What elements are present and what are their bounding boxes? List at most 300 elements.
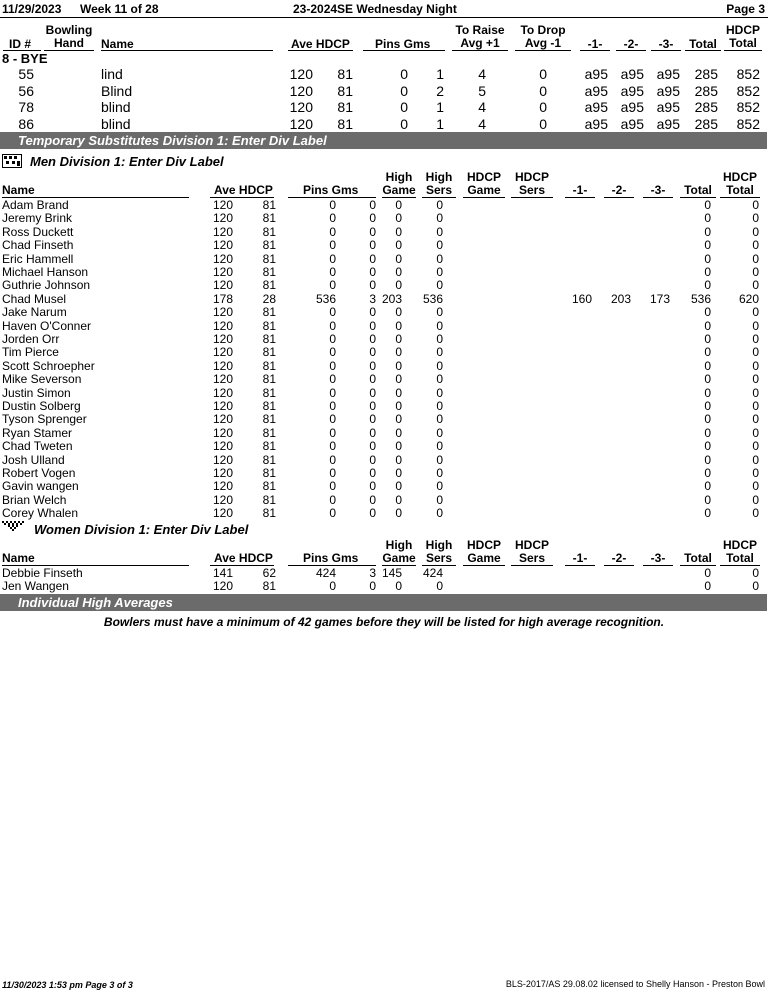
cell-hg: 0 — [395, 372, 402, 387]
bye-cell-total: 285 — [694, 115, 718, 132]
column-underline — [511, 565, 553, 566]
col-game3: -3- — [650, 551, 666, 565]
cell-name: Jeremy Brink — [2, 211, 73, 226]
col-high-game: Game — [382, 183, 416, 197]
men-row — [0, 320, 768, 334]
col-high-game: Game — [382, 551, 416, 565]
men-row — [0, 387, 768, 401]
cell-pins: 0 — [329, 425, 336, 440]
cell-total: 0 — [704, 425, 711, 440]
cell-gms: 3 — [369, 566, 376, 580]
cell-name: Haven O'Conner — [2, 318, 92, 333]
cell-hs: 0 — [436, 492, 443, 507]
bye-cell-total: 285 — [694, 99, 718, 115]
bye-cell-g2: a95 — [620, 82, 644, 99]
bye-row — [0, 66, 768, 82]
cell-total: 0 — [704, 332, 711, 346]
cell-hg: 0 — [395, 318, 402, 333]
cell-hg: 0 — [395, 385, 402, 400]
col-game2: -2- — [611, 551, 627, 565]
bye-cell-gms: 1 — [436, 99, 444, 115]
week-label: Week 11 of 28 — [80, 2, 159, 16]
bye-cell-g2: a95 — [620, 99, 644, 115]
col-ave-hdcp: Ave HDCP — [214, 551, 273, 565]
cell-name: Debbie Finseth — [2, 566, 83, 580]
cell-pins: 0 — [329, 466, 336, 480]
cell-ave: 120 — [213, 211, 234, 226]
cell-total: 0 — [704, 318, 711, 333]
col-hdcp-game: Game — [467, 183, 501, 197]
bye-cell-raise: 4 — [478, 115, 486, 132]
high-average-note: Bowlers must have a minimum of 42 games before they will be listed for high average recognition. — [103, 615, 665, 629]
cell-name: Mike Severson — [2, 372, 82, 387]
cell-gms: 0 — [369, 492, 376, 507]
cell-ave: 120 — [213, 265, 234, 279]
cell-pins: 0 — [329, 358, 336, 373]
col-high-sers-top: High — [425, 538, 453, 552]
bye-cell-raise: 5 — [478, 82, 486, 99]
column-underline — [511, 197, 553, 198]
cell-hdcp: 81 — [262, 452, 276, 467]
women-row — [0, 580, 768, 594]
cell-ave: 120 — [213, 579, 234, 594]
column-underline — [565, 197, 595, 198]
cell-hg: 0 — [395, 198, 402, 212]
cell-hdcp: 81 — [262, 238, 276, 253]
bye-cell-g3: a95 — [656, 99, 680, 115]
cell-name: Adam Brand — [2, 198, 69, 212]
men-row — [0, 306, 768, 320]
bye-cell-ave: 120 — [289, 99, 313, 115]
cell-gms: 0 — [369, 318, 376, 333]
col-high-sers: Sers — [425, 551, 453, 565]
cell-hdcp-total: 0 — [752, 425, 759, 440]
cell-hdcp-total: 0 — [752, 399, 759, 413]
cell-pins: 0 — [329, 579, 336, 594]
cell-hdcp: 81 — [262, 372, 276, 387]
bye-cell-id: 55 — [18, 66, 34, 82]
cell-pins: 0 — [329, 265, 336, 279]
bye-cell-gms: 1 — [436, 66, 444, 82]
cell-hdcp: 81 — [262, 579, 276, 594]
bye-cell-ave: 120 — [289, 82, 313, 99]
cell-name: Ross Duckett — [2, 224, 74, 239]
cell-pins: 0 — [329, 452, 336, 467]
cell-hg: 0 — [395, 211, 402, 226]
column-underline — [565, 565, 595, 566]
page-number: Page 3 — [726, 2, 765, 16]
cell-total: 0 — [704, 305, 711, 320]
cell-gms: 0 — [369, 412, 376, 427]
cell-hdcp-total: 0 — [752, 466, 759, 480]
col-hdcp-game: Game — [467, 551, 501, 565]
cell-pins: 0 — [329, 224, 336, 239]
cell-pins: 424 — [315, 566, 336, 580]
cell-hdcp: 81 — [262, 506, 276, 521]
cell-total: 0 — [704, 358, 711, 373]
cell-hdcp: 81 — [262, 251, 276, 266]
bye-cell-hdcp-total: 852 — [736, 115, 760, 132]
men-row — [0, 480, 768, 494]
cell-total: 0 — [704, 452, 711, 467]
cell-name: Michael Hanson — [2, 265, 89, 279]
cell-gms: 0 — [369, 305, 376, 320]
cell-hs: 0 — [436, 412, 443, 427]
cell-hdcp: 62 — [262, 566, 276, 580]
cell-ave: 120 — [213, 251, 234, 266]
col-hdcp-total: Total — [726, 183, 754, 197]
bye-team-label: 8 - BYE — [2, 51, 48, 66]
cell-hdcp-total: 0 — [752, 224, 759, 239]
cell-hg: 0 — [395, 265, 402, 279]
cell-ave: 120 — [213, 492, 234, 507]
cell-pins: 0 — [329, 305, 336, 320]
bye-cell-name: Blind — [101, 82, 133, 99]
cell-hs: 0 — [436, 332, 443, 346]
cell-ave: 178 — [213, 291, 234, 306]
cell-hs: 0 — [436, 265, 443, 279]
league-name: 23-2024SE Wednesday Night — [293, 2, 457, 16]
col-hdcp-total: Total — [729, 36, 757, 50]
cell-pins: 0 — [329, 372, 336, 387]
cell-hg: 0 — [395, 506, 402, 521]
bye-cell-name: lind — [101, 66, 123, 82]
cell-gms: 0 — [369, 278, 376, 293]
column-underline — [463, 197, 505, 198]
col-hdcp-game-top: HDCP — [466, 538, 501, 552]
cell-pins: 0 — [329, 399, 336, 413]
cell-hs: 0 — [436, 278, 443, 293]
cell-gms: 0 — [369, 385, 376, 400]
cell-hg: 203 — [381, 291, 402, 306]
men-row — [0, 454, 768, 468]
col-name: Name — [2, 551, 35, 565]
bye-cell-name: blind — [101, 115, 131, 132]
cell-hs: 0 — [436, 358, 443, 373]
cell-name: Justin Simon — [2, 385, 71, 400]
cell-hdcp-total: 0 — [752, 198, 759, 212]
cell-hdcp: 81 — [262, 439, 276, 454]
cell-pins: 0 — [329, 479, 336, 494]
footer-license: BLS-2017/AS 29.08.02 licensed to Shelly Hanson - Preston Bowl — [505, 979, 765, 989]
cell-hdcp: 81 — [262, 425, 276, 440]
cell-total: 0 — [704, 566, 711, 580]
cell-hg: 0 — [395, 399, 402, 413]
bye-cell-hdcp: 81 — [337, 115, 353, 132]
bye-cell-total: 285 — [694, 82, 718, 99]
cell-hs: 0 — [436, 345, 443, 360]
cell-total: 0 — [704, 211, 711, 226]
cell-hdcp: 81 — [262, 318, 276, 333]
men-row — [0, 400, 768, 414]
men-row — [0, 373, 768, 387]
col-hdcp: HDCP — [725, 23, 760, 37]
col-ave-hdcp: Ave HDCP — [291, 37, 350, 51]
men-row — [0, 360, 768, 374]
temporary-substitutes-band — [0, 132, 767, 149]
cell-hdcp-total: 0 — [752, 385, 759, 400]
cell-hs: 0 — [436, 305, 443, 320]
cell-gms: 0 — [369, 439, 376, 454]
cell-total: 0 — [704, 479, 711, 494]
cell-hs: 0 — [436, 452, 443, 467]
col-high-game-top: High — [385, 538, 413, 552]
cell-hdcp-total: 0 — [752, 211, 759, 226]
col-pins-gms: Pins Gms — [303, 183, 359, 197]
cell-hs: 0 — [436, 251, 443, 266]
cell-pins: 0 — [329, 492, 336, 507]
cell-hdcp-total: 0 — [752, 251, 759, 266]
cell-ave: 120 — [213, 425, 234, 440]
men-row — [0, 507, 768, 521]
cell-ave: 120 — [213, 466, 234, 480]
cell-hdcp-total: 0 — [752, 278, 759, 293]
cell-hdcp: 81 — [262, 345, 276, 360]
col-hand: Hand — [54, 36, 84, 50]
men-row — [0, 199, 768, 213]
cell-hdcp: 81 — [262, 412, 276, 427]
men-row — [0, 346, 768, 360]
cell-gms: 0 — [369, 479, 376, 494]
cell-hs: 0 — [436, 579, 443, 594]
cell-ave: 120 — [213, 452, 234, 467]
cell-gms: 0 — [369, 224, 376, 239]
men-row — [0, 467, 768, 481]
bye-cell-g3: a95 — [656, 66, 680, 82]
cell-hg: 0 — [395, 425, 402, 440]
cell-name: Eric Hammell — [2, 251, 74, 266]
cell-hdcp-total: 0 — [752, 439, 759, 454]
col-hdcp-sers-top: HDCP — [514, 170, 549, 184]
cell-name: Guthrie Johnson — [2, 278, 91, 293]
cell-hs: 0 — [436, 466, 443, 480]
cell-hdcp: 81 — [262, 332, 276, 346]
col-hdcp-top: HDCP — [722, 538, 757, 552]
cell-pins: 0 — [329, 238, 336, 253]
col-to-drop: To Drop — [520, 23, 566, 37]
cell-hg: 0 — [395, 278, 402, 293]
cell-gms: 0 — [369, 425, 376, 440]
cell-total: 0 — [704, 278, 711, 293]
cell-pins: 0 — [329, 506, 336, 521]
cell-hdcp: 81 — [262, 224, 276, 239]
cell-hdcp: 81 — [262, 358, 276, 373]
cell-name: Josh Ulland — [2, 452, 65, 467]
bye-cell-pins: 0 — [400, 66, 408, 82]
cell-hg: 0 — [395, 345, 402, 360]
bye-cell-g2: a95 — [620, 115, 644, 132]
cell-pins: 0 — [329, 278, 336, 293]
men-row — [0, 333, 768, 347]
bye-cell-raise: 4 — [478, 99, 486, 115]
col-hdcp-top: HDCP — [722, 170, 757, 184]
men-row — [0, 413, 768, 427]
cell-pins: 0 — [329, 439, 336, 454]
col-avg-plus: Avg +1 — [460, 36, 500, 50]
cell-hs: 0 — [436, 198, 443, 212]
bye-cell-hdcp: 81 — [337, 66, 353, 82]
cell-ave: 120 — [213, 385, 234, 400]
men-row — [0, 253, 768, 267]
bye-cell-ave: 120 — [289, 115, 313, 132]
cell-name: Dustin Solberg — [2, 399, 81, 413]
column-underline — [604, 565, 634, 566]
cell-gms: 0 — [369, 452, 376, 467]
men-row — [0, 440, 768, 454]
bye-cell-ave: 120 — [289, 66, 313, 82]
cell-hg: 0 — [395, 492, 402, 507]
bye-cell-drop: 0 — [539, 115, 547, 132]
cell-ave: 120 — [213, 399, 234, 413]
men-row — [0, 494, 768, 508]
col-hdcp-sers-top: HDCP — [514, 538, 549, 552]
cell-hg: 0 — [395, 579, 402, 594]
bye-cell-hdcp-total: 852 — [736, 99, 760, 115]
cell-total: 0 — [704, 439, 711, 454]
col-ave-hdcp: Ave HDCP — [214, 183, 273, 197]
cell-gms: 0 — [369, 506, 376, 521]
cell-total: 0 — [704, 265, 711, 279]
bye-cell-hdcp: 81 — [337, 99, 353, 115]
bye-cell-g2: a95 — [620, 66, 644, 82]
cell-pins: 0 — [329, 318, 336, 333]
cell-ave: 120 — [213, 318, 234, 333]
bye-cell-g1: a95 — [584, 99, 608, 115]
cell-hs: 0 — [436, 479, 443, 494]
cell-total: 0 — [704, 399, 711, 413]
cell-hs: 0 — [436, 399, 443, 413]
cell-total: 0 — [704, 579, 711, 594]
cell-name: Robert Vogen — [2, 466, 76, 480]
cell-total: 0 — [704, 345, 711, 360]
cell-hs: 0 — [436, 425, 443, 440]
cell-g3: 173 — [649, 291, 670, 306]
cell-pins: 536 — [315, 291, 336, 306]
cell-hdcp-total: 0 — [752, 318, 759, 333]
bowler-pins-icon — [2, 154, 22, 173]
cell-gms: 3 — [369, 291, 376, 306]
cell-gms: 0 — [369, 372, 376, 387]
cell-total: 536 — [690, 291, 711, 306]
individual-high-averages-band — [0, 594, 767, 611]
cell-name: Gavin wangen — [2, 479, 79, 494]
women-division-title: Women Division 1: Enter Div Label — [34, 522, 249, 537]
col-id: ID # — [9, 37, 32, 51]
bye-cell-id: 56 — [18, 82, 34, 99]
cell-hdcp: 81 — [262, 265, 276, 279]
cell-hdcp-total: 620 — [738, 291, 759, 306]
cell-ave: 120 — [213, 358, 234, 373]
cell-total: 0 — [704, 385, 711, 400]
cell-hdcp-total: 0 — [752, 412, 759, 427]
cell-pins: 0 — [329, 332, 336, 346]
cell-g1: 160 — [571, 291, 592, 306]
cell-hdcp-total: 0 — [752, 566, 759, 580]
col-pins-gms: Pins Gms — [375, 37, 431, 51]
cell-hdcp-total: 0 — [752, 579, 759, 594]
cell-g2: 203 — [610, 291, 631, 306]
col-total: Total — [689, 37, 717, 51]
cell-hdcp-total: 0 — [752, 332, 759, 346]
cell-name: Brian Welch — [2, 492, 67, 507]
cell-name: Jorden Orr — [2, 332, 60, 346]
col-game2: -2- — [623, 37, 639, 51]
bye-row — [0, 116, 768, 132]
col-name: Name — [2, 183, 35, 197]
cell-ave: 120 — [213, 224, 234, 239]
cell-gms: 0 — [369, 211, 376, 226]
cell-gms: 0 — [369, 399, 376, 413]
band-title-high: Individual High Averages — [18, 595, 173, 610]
cell-total: 0 — [704, 372, 711, 387]
cell-pins: 0 — [329, 251, 336, 266]
cell-hs: 0 — [436, 385, 443, 400]
cell-gms: 0 — [369, 198, 376, 212]
cell-pins: 0 — [329, 211, 336, 226]
cell-hg: 0 — [395, 452, 402, 467]
cell-total: 0 — [704, 412, 711, 427]
col-total: Total — [684, 183, 712, 197]
cell-hs: 536 — [422, 291, 443, 306]
men-row — [0, 212, 768, 226]
cell-ave: 120 — [213, 479, 234, 494]
cell-name: Jen Wangen — [2, 579, 69, 594]
bye-cell-hdcp: 81 — [337, 82, 353, 99]
cell-hdcp-total: 0 — [752, 238, 759, 253]
cell-total: 0 — [704, 466, 711, 480]
cell-ave: 141 — [213, 566, 234, 580]
cell-ave: 120 — [213, 412, 234, 427]
cell-hdcp-total: 0 — [752, 452, 759, 467]
cell-hs: 0 — [436, 224, 443, 239]
bye-cell-drop: 0 — [539, 66, 547, 82]
col-high-sers-top: High — [425, 170, 453, 184]
cell-hdcp-total: 0 — [752, 305, 759, 320]
cell-total: 0 — [704, 492, 711, 507]
cell-pins: 0 — [329, 198, 336, 212]
cell-hg: 0 — [395, 332, 402, 346]
col-high-sers: Sers — [425, 183, 453, 197]
bye-cell-drop: 0 — [539, 82, 547, 99]
cell-hg: 0 — [395, 412, 402, 427]
cell-hg: 0 — [395, 358, 402, 373]
col-game3: -3- — [658, 37, 674, 51]
col-total: Total — [684, 551, 712, 565]
cell-name: Tim Pierce — [2, 345, 59, 360]
col-bowling: Bowling — [45, 23, 93, 37]
cell-total: 0 — [704, 224, 711, 239]
col-to-raise: To Raise — [455, 23, 505, 37]
col-high-game-top: High — [385, 170, 413, 184]
women-row — [0, 567, 768, 581]
band-title: Temporary Substitutes Division 1: Enter Div Label — [18, 133, 327, 148]
col-hdcp-total: Total — [726, 551, 754, 565]
bye-row — [0, 83, 768, 99]
cell-name: Chad Musel — [2, 291, 67, 306]
cell-hg: 0 — [395, 466, 402, 480]
cell-total: 0 — [704, 506, 711, 521]
column-underline — [643, 565, 673, 566]
col-avg-minus: Avg -1 — [524, 36, 562, 50]
cell-hg: 0 — [395, 305, 402, 320]
cell-name: Chad Tweten — [2, 439, 73, 454]
col-hdcp-sers: Sers — [518, 183, 546, 197]
bye-row — [0, 99, 768, 115]
cell-ave: 120 — [213, 305, 234, 320]
men-row — [0, 239, 768, 253]
men-division-title: Men Division 1: Enter Div Label — [30, 154, 224, 169]
bye-cell-g3: a95 — [656, 115, 680, 132]
